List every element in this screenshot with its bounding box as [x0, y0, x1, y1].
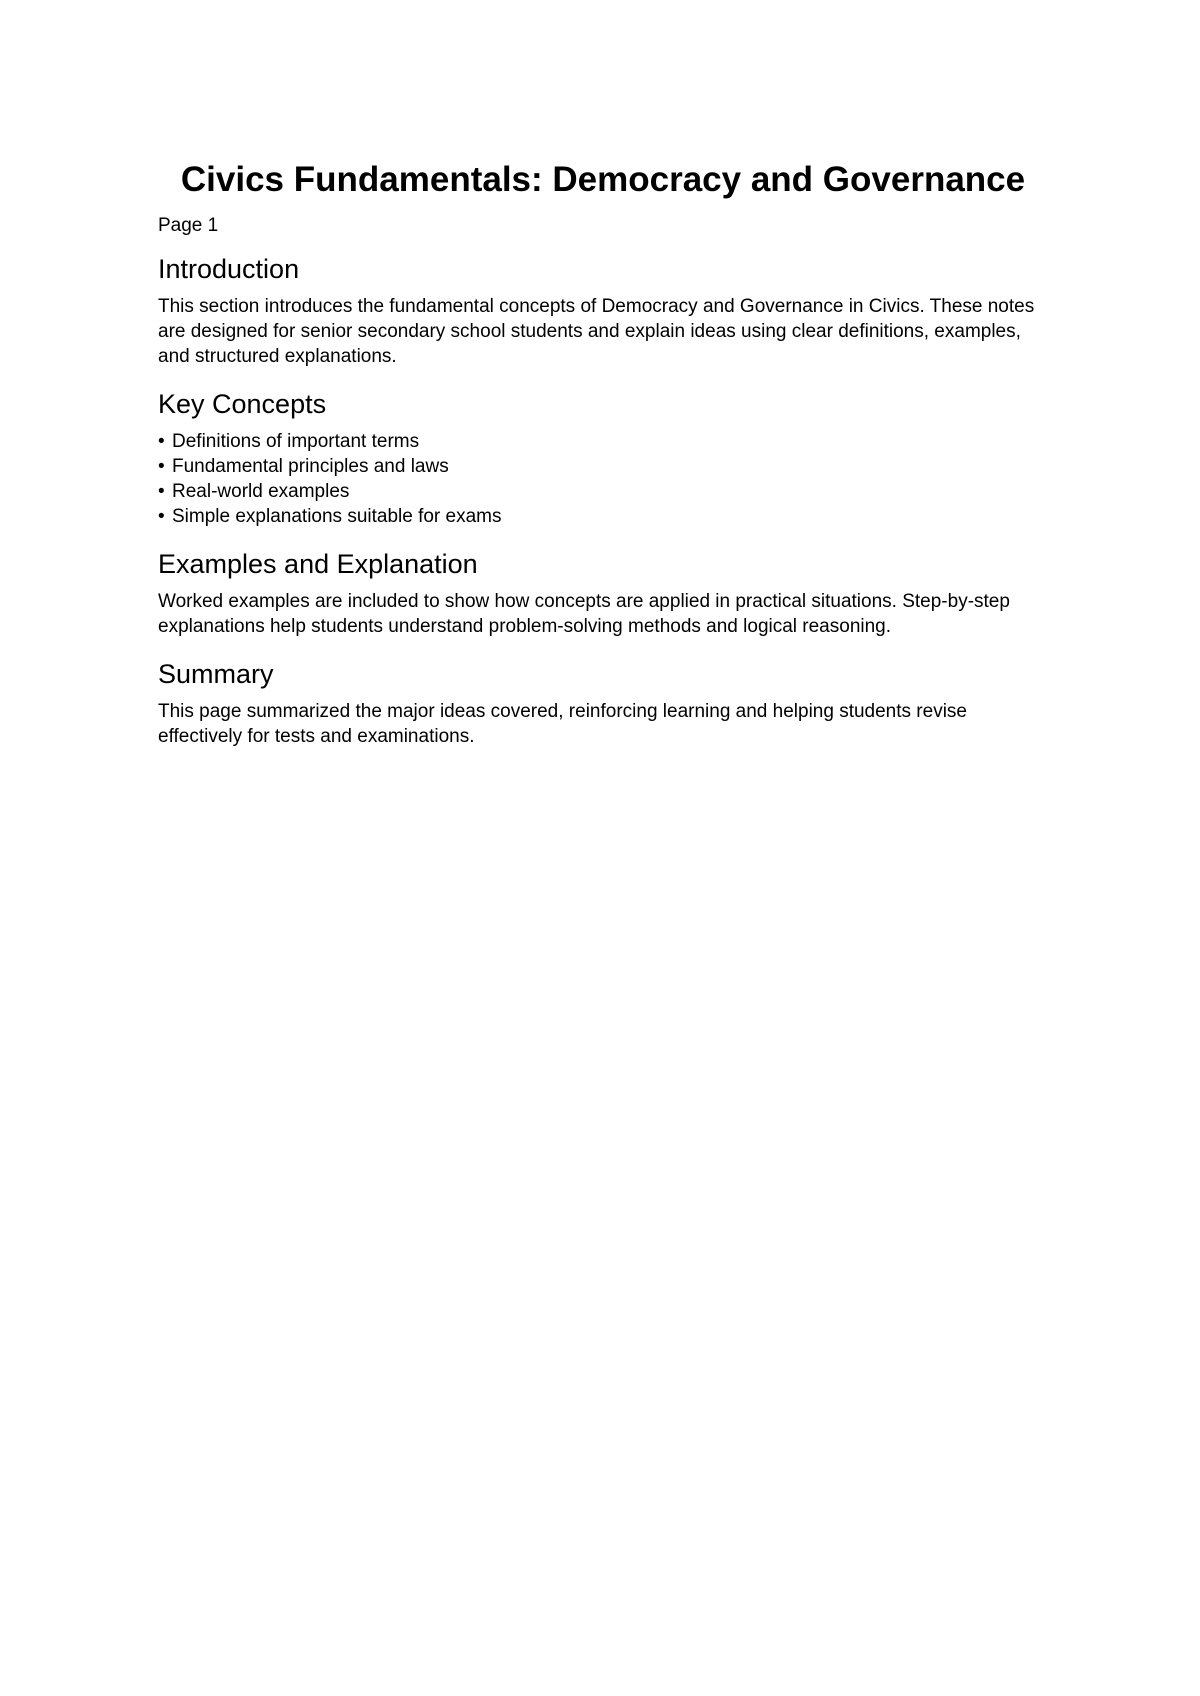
key-concepts-list	[158, 429, 1048, 529]
section-heading-summary: Summary	[158, 659, 274, 689]
examples-paragraph: Worked examples are included to show how concepts are applied in practical situations. Step-by-step explanations help students understand problem-solving methods and logical reasoning.	[158, 591, 1010, 637]
section-heading-introduction: Introduction	[158, 254, 300, 284]
section-key-concepts	[158, 387, 1048, 529]
list-item: • Definitions of important terms	[158, 429, 1048, 454]
section-summary	[158, 657, 1048, 749]
document-title: Civics Fundamentals: Democracy and Governance	[180, 160, 1026, 199]
section-heading-key-concepts: Key Concepts	[158, 389, 327, 419]
summary-paragraph: This page summarized the major ideas covered, reinforcing learning and helping students revise effectively for tests and examinations.	[158, 701, 967, 747]
section-introduction	[158, 252, 1048, 369]
section-examples	[158, 547, 1048, 639]
page-content	[158, 158, 1048, 749]
page-number: Page 1	[158, 215, 219, 236]
introduction-paragraph: This section introduces the fundamental concepts of Democracy and Governance in Civics. These notes are designed for senior secondary school students and explain ideas using clear definitions, examples, and structured explanations.	[158, 296, 1035, 367]
list-item: • Fundamental principles and laws	[158, 454, 1048, 479]
list-item: • Real-world examples	[158, 479, 1048, 504]
section-heading-examples: Examples and Explanation	[158, 549, 478, 579]
list-item: • Simple explanations suitable for exams	[158, 504, 1048, 529]
